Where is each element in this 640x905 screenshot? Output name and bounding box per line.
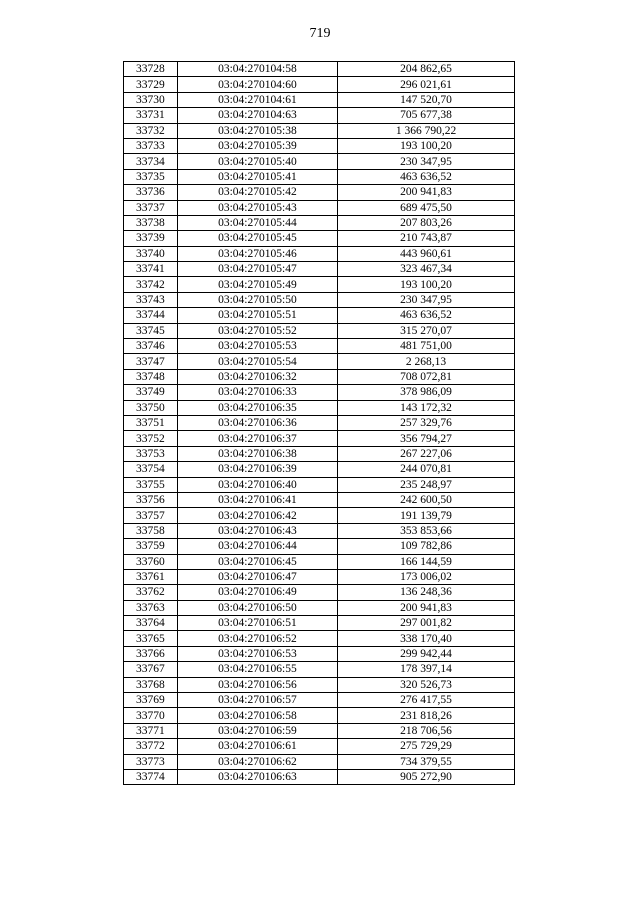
value-cell: 200 941,83 [338,600,515,615]
value-cell: 905 272,90 [338,769,515,784]
cadastral-number-cell: 03:04:270104:60 [177,77,337,92]
cadastral-number-cell: 03:04:270105:52 [177,323,337,338]
cadastral-number-cell: 03:04:270106:47 [177,569,337,584]
row-number-cell: 33736 [124,185,178,200]
row-number-cell: 33731 [124,108,178,123]
value-cell: 147 520,70 [338,92,515,107]
table-row [124,508,515,523]
cadastral-number-cell: 03:04:270106:45 [177,554,337,569]
value-cell: 689 475,50 [338,200,515,215]
cadastral-number-cell: 03:04:270106:35 [177,400,337,415]
cadastral-number-cell: 03:04:270106:49 [177,585,337,600]
cadastral-number-cell: 03:04:270106:41 [177,492,337,507]
row-number-cell: 33768 [124,677,178,692]
table-row [124,723,515,738]
cadastral-number-cell: 03:04:270105:47 [177,262,337,277]
row-number-cell: 33753 [124,446,178,461]
row-number-cell: 33737 [124,200,178,215]
value-cell: 1 366 790,22 [338,123,515,138]
cadastral-number-cell: 03:04:270105:51 [177,308,337,323]
value-cell: 299 942,44 [338,646,515,661]
table-body [124,62,515,785]
table-row [124,231,515,246]
table-row [124,600,515,615]
table-row [124,308,515,323]
value-cell: 109 782,86 [338,539,515,554]
table-row [124,138,515,153]
table-row [124,431,515,446]
value-cell: 734 379,55 [338,754,515,769]
page-number: 719 [309,26,331,41]
cadastral-number-cell: 03:04:270105:40 [177,154,337,169]
value-cell: 315 270,07 [338,323,515,338]
table-row [124,262,515,277]
value-cell: 200 941,83 [338,185,515,200]
row-number-cell: 33769 [124,693,178,708]
row-number-cell: 33742 [124,277,178,292]
cadastral-number-cell: 03:04:270105:45 [177,231,337,246]
table-row [124,569,515,584]
table-row [124,631,515,646]
table-row [124,108,515,123]
value-cell: 275 729,29 [338,739,515,754]
value-cell: 230 347,95 [338,292,515,307]
row-number-cell: 33743 [124,292,178,307]
table-row [124,292,515,307]
row-number-cell: 33739 [124,231,178,246]
cadastral-number-cell: 03:04:270105:49 [177,277,337,292]
row-number-cell: 33750 [124,400,178,415]
table-row [124,492,515,507]
row-number-cell: 33757 [124,508,178,523]
value-cell: 191 139,79 [338,508,515,523]
cadastral-number-cell: 03:04:270105:38 [177,123,337,138]
row-number-cell: 33745 [124,323,178,338]
cadastral-number-cell: 03:04:270104:61 [177,92,337,107]
cadastral-number-cell: 03:04:270106:42 [177,508,337,523]
value-cell: 296 021,61 [338,77,515,92]
table-row [124,677,515,692]
cadastral-number-cell: 03:04:270106:32 [177,369,337,384]
table-row [124,769,515,784]
value-cell: 231 818,26 [338,708,515,723]
value-cell: 210 743,87 [338,231,515,246]
cadastral-number-cell: 03:04:270106:58 [177,708,337,723]
row-number-cell: 33741 [124,262,178,277]
table-row [124,646,515,661]
value-cell: 378 986,09 [338,385,515,400]
value-cell: 257 329,76 [338,415,515,430]
cadastral-number-cell: 03:04:270105:43 [177,200,337,215]
table-row [124,369,515,384]
value-cell: 166 144,59 [338,554,515,569]
row-number-cell: 33740 [124,246,178,261]
row-number-cell: 33767 [124,662,178,677]
table-row [124,400,515,415]
row-number-cell: 33771 [124,723,178,738]
cadastral-number-cell: 03:04:270105:41 [177,169,337,184]
row-number-cell: 33762 [124,585,178,600]
cadastral-number-cell: 03:04:270106:44 [177,539,337,554]
value-cell: 443 960,61 [338,246,515,261]
row-number-cell: 33746 [124,339,178,354]
value-cell: 338 170,40 [338,631,515,646]
table-row [124,523,515,538]
cadastral-number-cell: 03:04:270106:36 [177,415,337,430]
value-cell: 356 794,27 [338,431,515,446]
table-row [124,754,515,769]
table-row [124,662,515,677]
row-number-cell: 33760 [124,554,178,569]
value-cell: 235 248,97 [338,477,515,492]
value-cell: 244 070,81 [338,462,515,477]
cadastral-number-cell: 03:04:270106:33 [177,385,337,400]
cadastral-number-cell: 03:04:270105:50 [177,292,337,307]
cadastral-number-cell: 03:04:270106:59 [177,723,337,738]
cadastral-number-cell: 03:04:270106:43 [177,523,337,538]
cadastral-number-cell: 03:04:270106:51 [177,616,337,631]
row-number-cell: 33763 [124,600,178,615]
table-row [124,154,515,169]
row-number-cell: 33732 [124,123,178,138]
value-cell: 297 001,82 [338,616,515,631]
cadastral-number-cell: 03:04:270105:46 [177,246,337,261]
value-cell: 230 347,95 [338,154,515,169]
value-cell: 193 100,20 [338,277,515,292]
row-number-cell: 33764 [124,616,178,631]
row-number-cell: 33761 [124,569,178,584]
value-cell: 173 006,02 [338,569,515,584]
table-row [124,62,515,77]
row-number-cell: 33734 [124,154,178,169]
row-number-cell: 33756 [124,492,178,507]
table-row [124,354,515,369]
cadastral-number-cell: 03:04:270106:61 [177,739,337,754]
table-row [124,339,515,354]
row-number-cell: 33755 [124,477,178,492]
cadastral-number-cell: 03:04:270106:39 [177,462,337,477]
value-cell: 193 100,20 [338,138,515,153]
value-cell: 276 417,55 [338,693,515,708]
table-row [124,92,515,107]
table-row [124,693,515,708]
table-row [124,246,515,261]
table-row [124,185,515,200]
row-number-cell: 33759 [124,539,178,554]
table-row [124,708,515,723]
row-number-cell: 33735 [124,169,178,184]
row-number-cell: 33751 [124,415,178,430]
cadastral-number-cell: 03:04:270106:50 [177,600,337,615]
table-row [124,200,515,215]
cadastral-number-cell: 03:04:270106:63 [177,769,337,784]
row-number-cell: 33730 [124,92,178,107]
table-row [124,215,515,230]
cadastral-number-cell: 03:04:270106:56 [177,677,337,692]
row-number-cell: 33772 [124,739,178,754]
cadastral-number-cell: 03:04:270106:37 [177,431,337,446]
value-cell: 267 227,06 [338,446,515,461]
value-cell: 2 268,13 [338,354,515,369]
value-cell: 143 172,32 [338,400,515,415]
value-cell: 705 677,38 [338,108,515,123]
value-cell: 218 706,56 [338,723,515,738]
value-cell: 207 803,26 [338,215,515,230]
value-cell: 136 248,36 [338,585,515,600]
value-cell: 481 751,00 [338,339,515,354]
cadastral-number-cell: 03:04:270106:55 [177,662,337,677]
cadastral-number-cell: 03:04:270105:39 [177,138,337,153]
row-number-cell: 33774 [124,769,178,784]
cadastral-number-cell: 03:04:270105:53 [177,339,337,354]
row-number-cell: 33765 [124,631,178,646]
table-row [124,554,515,569]
cadastral-number-cell: 03:04:270104:63 [177,108,337,123]
row-number-cell: 33733 [124,138,178,153]
row-number-cell: 33754 [124,462,178,477]
table-row [124,616,515,631]
value-cell: 463 636,52 [338,308,515,323]
table-row [124,446,515,461]
table-row [124,169,515,184]
cadastral-number-cell: 03:04:270104:58 [177,62,337,77]
table-row [124,123,515,138]
cadastral-table [123,61,515,785]
table-row [124,462,515,477]
value-cell: 323 467,34 [338,262,515,277]
table-row [124,585,515,600]
table-row [124,739,515,754]
cadastral-number-cell: 03:04:270106:57 [177,693,337,708]
value-cell: 204 862,65 [338,62,515,77]
row-number-cell: 33747 [124,354,178,369]
table-row [124,385,515,400]
value-cell: 242 600,50 [338,492,515,507]
table-row [124,277,515,292]
cadastral-number-cell: 03:04:270105:44 [177,215,337,230]
table-row [124,539,515,554]
row-number-cell: 33748 [124,369,178,384]
row-number-cell: 33744 [124,308,178,323]
row-number-cell: 33766 [124,646,178,661]
value-cell: 708 072,81 [338,369,515,384]
row-number-cell: 33738 [124,215,178,230]
table-row [124,77,515,92]
value-cell: 463 636,52 [338,169,515,184]
cadastral-number-cell: 03:04:270106:52 [177,631,337,646]
row-number-cell: 33752 [124,431,178,446]
row-number-cell: 33749 [124,385,178,400]
value-cell: 320 526,73 [338,677,515,692]
value-cell: 178 397,14 [338,662,515,677]
row-number-cell: 33758 [124,523,178,538]
cadastral-number-cell: 03:04:270106:62 [177,754,337,769]
cadastral-number-cell: 03:04:270105:42 [177,185,337,200]
cadastral-number-cell: 03:04:270105:54 [177,354,337,369]
cadastral-number-cell: 03:04:270106:53 [177,646,337,661]
cadastral-number-cell: 03:04:270106:40 [177,477,337,492]
table-row [124,323,515,338]
row-number-cell: 33770 [124,708,178,723]
value-cell: 353 853,66 [338,523,515,538]
cadastral-number-cell: 03:04:270106:38 [177,446,337,461]
row-number-cell: 33773 [124,754,178,769]
table-row [124,415,515,430]
table-row [124,477,515,492]
row-number-cell: 33728 [124,62,178,77]
row-number-cell: 33729 [124,77,178,92]
